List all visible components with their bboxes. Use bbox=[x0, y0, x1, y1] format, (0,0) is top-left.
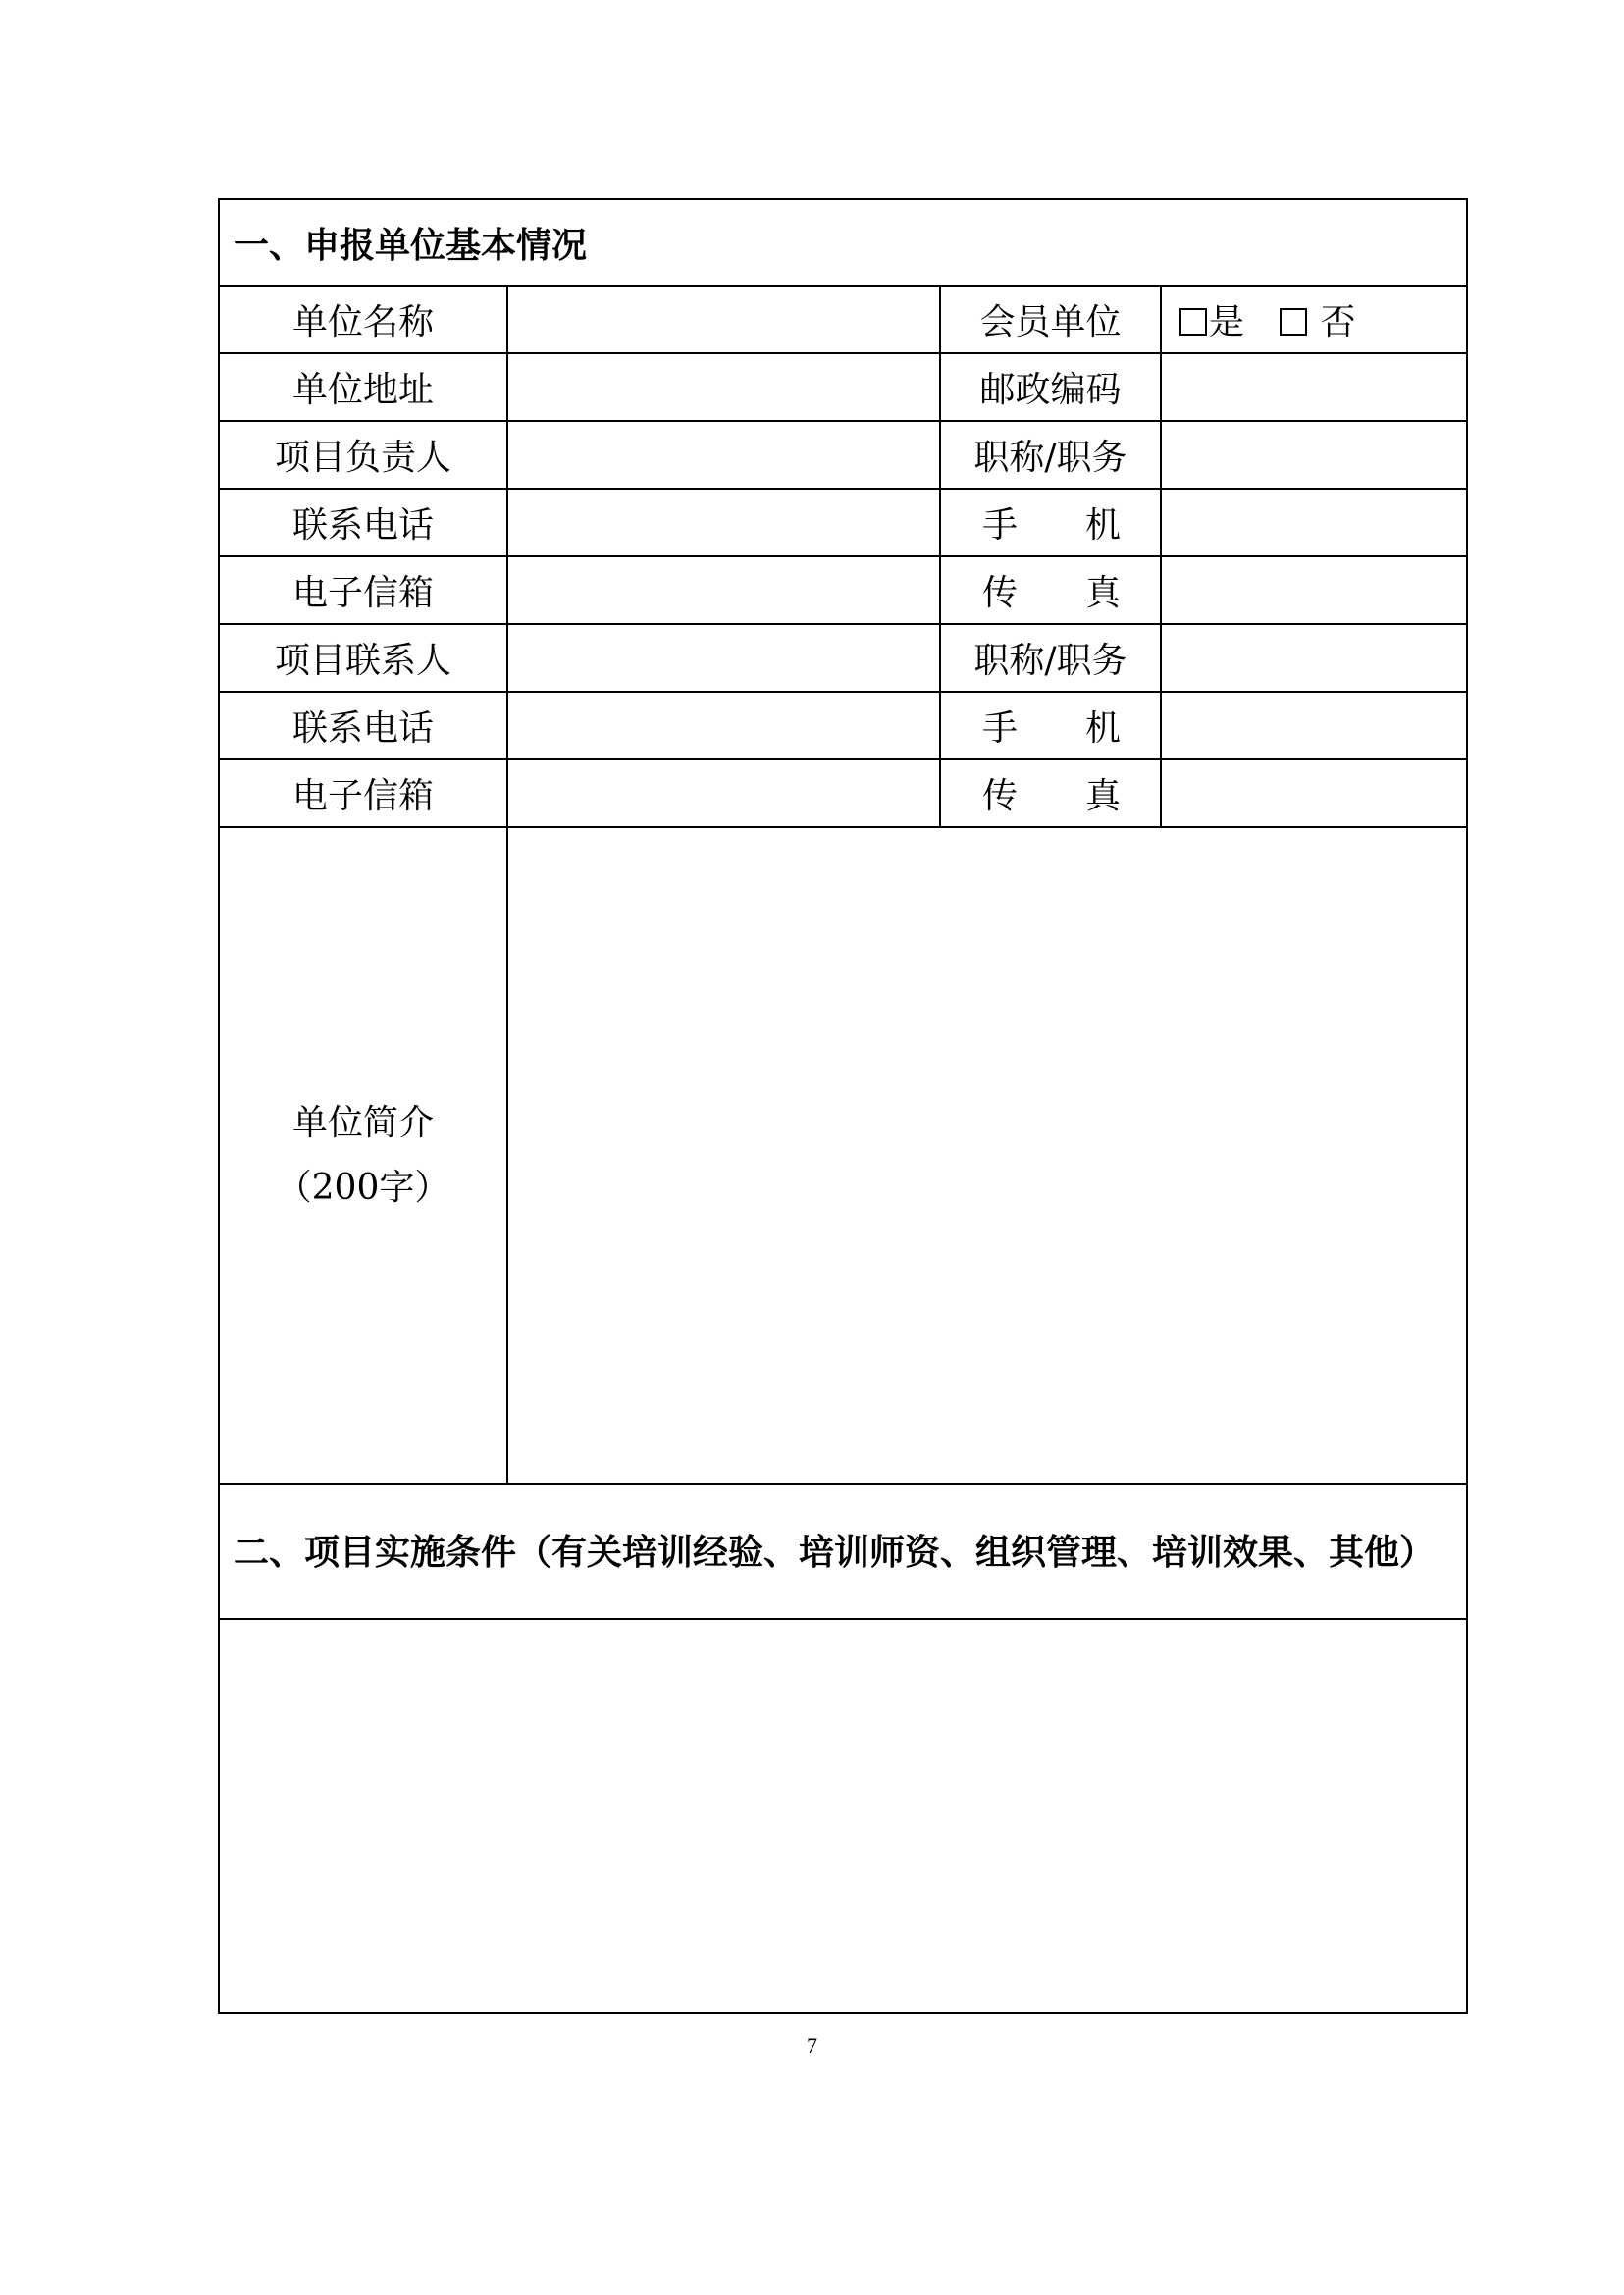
field-leader-title[interactable] bbox=[1161, 421, 1467, 489]
label-member-yes: 是 bbox=[1209, 302, 1245, 342]
page-number: 7 bbox=[807, 2033, 817, 2058]
label-leader-email: 电子信箱 bbox=[219, 556, 507, 624]
label-leader-fax bbox=[940, 556, 1161, 624]
row-unit-name bbox=[219, 286, 1467, 353]
field-implementation-conditions[interactable] bbox=[219, 1619, 1467, 2013]
field-project-contact[interactable] bbox=[507, 624, 940, 692]
checkbox-member-yes[interactable] bbox=[1179, 308, 1207, 336]
row-unit-address bbox=[219, 353, 1467, 421]
row-unit-intro bbox=[219, 827, 1467, 1484]
field-leader-email[interactable] bbox=[507, 556, 940, 624]
label-contact-fax bbox=[940, 759, 1161, 827]
member-unit-choice bbox=[1161, 286, 1467, 353]
label-mobile-char-1: 手 bbox=[982, 708, 1019, 749]
label-contact-title: 职称/职务 bbox=[940, 624, 1161, 692]
label-project-leader: 项目负责人 bbox=[219, 421, 507, 489]
label-contact-mobile bbox=[940, 692, 1161, 759]
field-contact-title[interactable] bbox=[1161, 624, 1467, 692]
application-form-table bbox=[218, 198, 1468, 2014]
section2-header-row bbox=[219, 1484, 1467, 1619]
label-mobile-char-2: 机 bbox=[1084, 708, 1121, 749]
field-postal-code[interactable] bbox=[1161, 353, 1467, 421]
section1-header-row bbox=[219, 199, 1467, 286]
field-unit-address[interactable] bbox=[507, 353, 940, 421]
label-fax-char-1: 传 bbox=[982, 776, 1019, 816]
row-contact-phone bbox=[219, 692, 1467, 759]
row-project-leader bbox=[219, 421, 1467, 489]
label-mobile-char-2: 机 bbox=[1084, 505, 1121, 546]
label-fax-char-1: 传 bbox=[982, 573, 1019, 613]
field-leader-fax[interactable] bbox=[1161, 556, 1467, 624]
field-unit-intro[interactable] bbox=[507, 827, 1467, 1484]
field-contact-fax[interactable] bbox=[1161, 759, 1467, 827]
row-contact-email bbox=[219, 759, 1467, 827]
label-unit-address: 单位地址 bbox=[219, 353, 507, 421]
row-project-contact bbox=[219, 624, 1467, 692]
label-leader-phone: 联系电话 bbox=[219, 489, 507, 556]
label-contact-phone: 联系电话 bbox=[219, 692, 507, 759]
field-contact-mobile[interactable] bbox=[1161, 692, 1467, 759]
field-contact-phone[interactable] bbox=[507, 692, 940, 759]
label-unit-intro bbox=[219, 827, 507, 1484]
field-contact-email[interactable] bbox=[507, 759, 940, 827]
row-leader-email bbox=[219, 556, 1467, 624]
label-leader-title: 职称/职务 bbox=[940, 421, 1161, 489]
label-unit-name: 单位名称 bbox=[219, 286, 507, 353]
field-leader-mobile[interactable] bbox=[1161, 489, 1467, 556]
row-implementation-conditions bbox=[219, 1619, 1467, 2013]
label-member-no: 否 bbox=[1320, 302, 1356, 342]
label-fax-char-2: 真 bbox=[1084, 573, 1121, 613]
label-postal-code: 邮政编码 bbox=[940, 353, 1161, 421]
field-project-leader[interactable] bbox=[507, 421, 940, 489]
section1-title: 一、申报单位基本情况 bbox=[219, 199, 1467, 286]
checkbox-member-no[interactable] bbox=[1280, 308, 1307, 336]
label-unit-intro-title: 单位简介 bbox=[291, 1102, 434, 1143]
label-member-unit: 会员单位 bbox=[940, 286, 1161, 353]
row-leader-phone bbox=[219, 489, 1467, 556]
section2-title: 二、项目实施条件（有关培训经验、培训师资、组织管理、培训效果、其他） bbox=[219, 1484, 1467, 1619]
label-unit-intro-limit: （200字） bbox=[276, 1167, 450, 1208]
label-fax-char-2: 真 bbox=[1084, 776, 1121, 816]
label-mobile-char-1: 手 bbox=[982, 505, 1019, 546]
label-leader-mobile bbox=[940, 489, 1161, 556]
field-leader-phone[interactable] bbox=[507, 489, 940, 556]
label-project-contact: 项目联系人 bbox=[219, 624, 507, 692]
field-unit-name[interactable] bbox=[507, 286, 940, 353]
label-contact-email: 电子信箱 bbox=[219, 759, 507, 827]
